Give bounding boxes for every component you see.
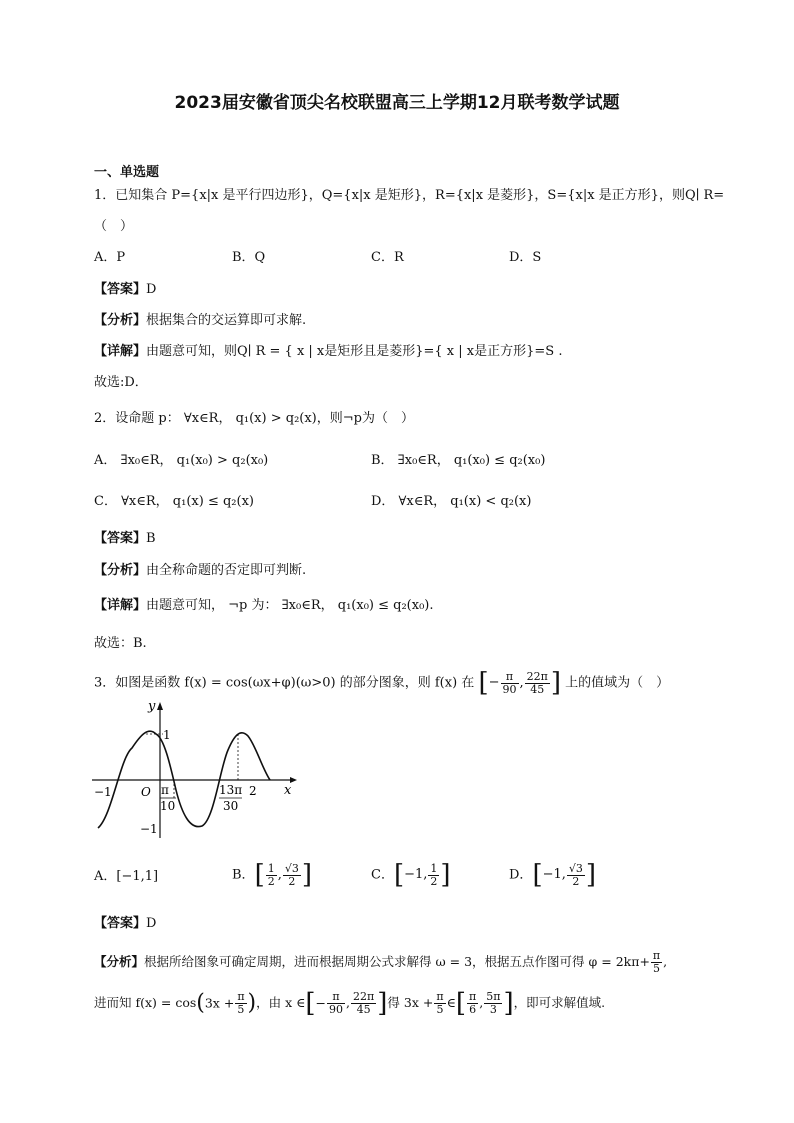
y-axis-arrow: [157, 702, 163, 710]
q1-option-a: A．P: [94, 250, 126, 265]
q2-answer-value: B: [146, 531, 156, 546]
q2-stem: 2．设命题 p： ∀x∈R， q₁(x) > q₂(x)，则¬p为（ ）: [94, 411, 414, 426]
q3-interval-b: $\frac{22\pi}{45}$: [526, 669, 548, 696]
y-label: y: [148, 699, 156, 714]
q1-option-d: D．S: [509, 250, 542, 265]
q2-detail: [94, 598, 434, 614]
y-tick-neg1: −1: [140, 822, 158, 836]
y-tick-1: 1: [163, 728, 171, 742]
origin-label: O: [141, 785, 151, 799]
q2-analysis-text: 由全称命题的否定即可判断.: [146, 563, 307, 578]
q2-option-d: D． ∀x∈R， q₁(x) < q₂(x): [371, 494, 532, 509]
q3-answer-value: D: [146, 916, 157, 931]
q1-detail: [94, 344, 562, 360]
q3-option-a: A．[−1,1]: [94, 869, 159, 884]
q1-stem-paren: （ ）: [94, 219, 134, 234]
q3-stem-tail: 上的值域为（ ）: [565, 675, 670, 691]
x-tick-13pi-num: 13π: [219, 783, 243, 797]
q1-answer-value: D: [146, 282, 157, 297]
q1-answer: [94, 282, 156, 298]
x-tick-pi-num: π: [161, 783, 169, 797]
x-tick-13pi-den: 30: [223, 799, 239, 813]
answer-label: 【答案】: [94, 916, 147, 931]
q3-analysis-line2: 进而知 f(x) = cos(3x + $\frac{\pi}{5}$ )，由 x ∈[− $\frac{\pi}{90}$ , $\frac{22\pi}{45}$ ]得 3x + $\frac{\pi}{5}$ ∈[ $\frac{\pi}{6}$ , $\frac{5\pi}{3}$ ]，即可求解值域.: [94, 988, 606, 1019]
q3-stem-text: 3．如图是函数 f(x) = cos(ωx+φ)(ω>0) 的部分图象，则 f(x) 在: [94, 675, 475, 691]
q2-option-b: B． ∃x₀∈R， q₁(x₀) ≤ q₂(x₀): [371, 453, 546, 468]
q3-option-b: B．[ $\frac{1}{2}$ , $\frac{√3}{2}$ ]: [232, 860, 313, 890]
x-label: x: [284, 783, 292, 798]
q1-stem: 1．已知集合 P={x|x 是平行四边形}，Q={x|x 是矩形}，R={x|x 是菱形}，S={x|x 是正方形}，则Q∣ R=: [94, 188, 725, 203]
q1-option-c: C．R: [371, 250, 404, 265]
q3-answer: [94, 916, 156, 932]
cosine-graph: [90, 698, 300, 843]
q2-conclusion: 故选：B.: [94, 636, 147, 651]
q3-option-d: D．[−1, $\frac{√3}{2}$ ]: [509, 860, 597, 890]
analysis-label: 【分析】: [94, 313, 147, 328]
section-heading: 一、单选题: [94, 165, 160, 180]
x-tick-pi-den: 10: [160, 799, 176, 813]
q1-analysis-text: 根据集合的交运算即可求解.: [146, 313, 307, 328]
q2-detail-text: 由题意可知， ¬p 为： ∃x₀∈R， q₁(x₀) ≤ q₂(x₀).: [146, 598, 434, 613]
q2-analysis: [94, 563, 306, 579]
q3-analysis-text: 根据所给图象可确定周期，进而根据周期公式求解得 ω = 3，根据五点作图可得 φ = 2kπ+: [144, 954, 650, 969]
detail-label: 【详解】: [94, 598, 147, 613]
answer-label: 【答案】: [94, 531, 147, 546]
x-tick-2: 2: [249, 784, 257, 798]
analysis-label: 【分析】: [94, 954, 145, 969]
q2-answer: [94, 531, 156, 547]
q3-analysis: 【分析】根据所给图象可确定周期，进而根据周期公式求解得 ω = 3，根据五点作图可得 φ = 2kπ+ $\frac{\pi}{5}$ ,: [94, 949, 668, 975]
q1-analysis: [94, 313, 306, 329]
q2-option-a: A． ∃x₀∈R， q₁(x₀) > q₂(x₀): [94, 453, 269, 468]
q3-interval-a: $\frac{\pi}{90}$: [502, 669, 517, 696]
analysis-label: 【分析】: [94, 563, 147, 578]
q1-detail-text: 由题意可知，则Q∣ R = { x | x是矩形且是菱形}={ x | x是正方形}=S .: [146, 344, 563, 359]
answer-label: 【答案】: [94, 282, 147, 297]
q3-stem: 3．如图是函数 f(x) = cos(ωx+φ)(ω>0) 的部分图象，则 f(x) 在 [− $\frac{\pi}{90}$ , $\frac{22\pi}{45}$ ] 上的值域为（ ）: [94, 668, 670, 698]
x-tick-neg1: −1: [94, 785, 112, 799]
q1-conclusion: 故选:D．: [94, 375, 148, 390]
q2-option-c: C． ∀x∈R， q₁(x) ≤ q₂(x): [94, 494, 254, 509]
q1-option-b: B．Q: [232, 250, 266, 265]
q3-option-c: C．[−1, $\frac{1}{2}$ ]: [371, 860, 451, 890]
detail-label: 【详解】: [94, 344, 147, 359]
page-title: 2023届安徽省顶尖名校联盟高三上学期12月联考数学试题: [174, 93, 620, 113]
